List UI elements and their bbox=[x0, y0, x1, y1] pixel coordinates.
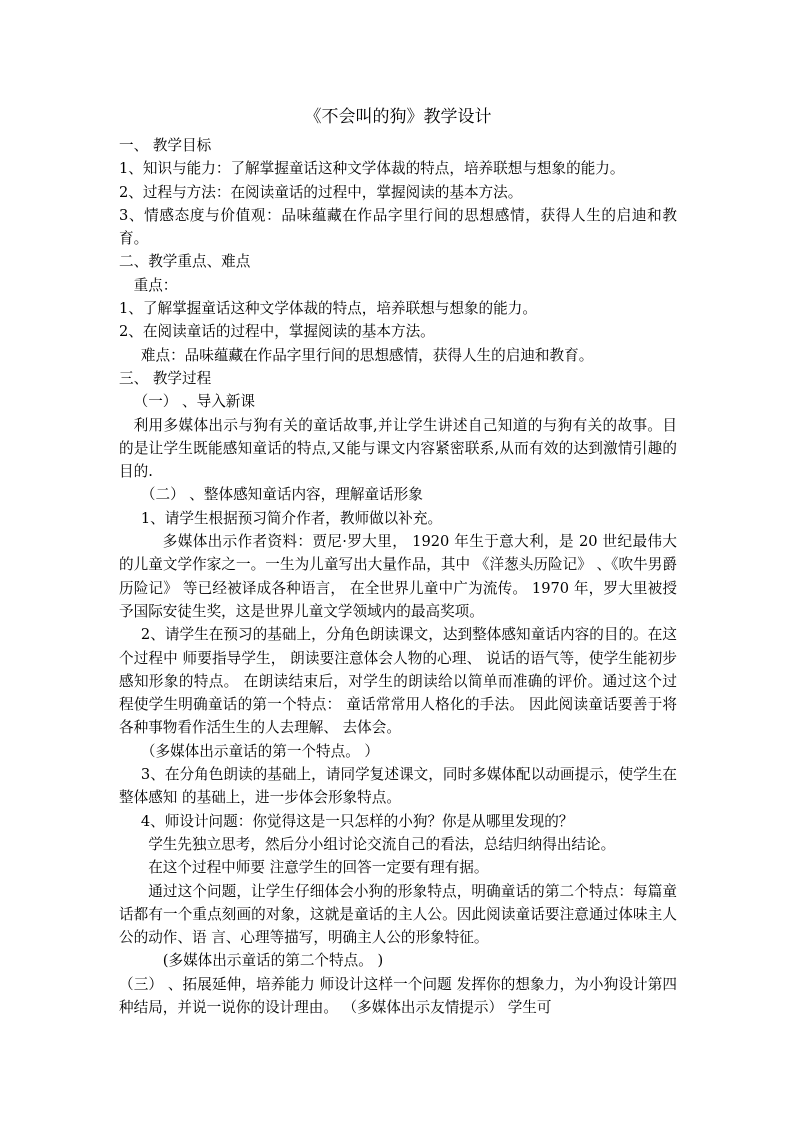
step-4-teacher-note: 在这个过程中师要 注意学生的回答一定要有理有据。 bbox=[148, 859, 489, 877]
section-perception-heading: （二） 、整体感知童话内容，理解童话形象 bbox=[140, 486, 423, 504]
note-second-feature: (多媒体出示童话的第二个特点。 ) bbox=[162, 952, 384, 970]
note-first-feature: （多媒体出示童话的第一个特点。 ） bbox=[140, 742, 380, 760]
step-1: 1、请学生根据预习简介作者，教师做以补充。 bbox=[140, 509, 443, 527]
key-point-1: 1、了解掌握童话这种文学体裁的特点，培养联想与想象的能力。 bbox=[119, 300, 537, 318]
heading-teaching-goals: 一、 教学目标 bbox=[119, 137, 212, 154]
step-3: 3、在分角色朗读的基础上，请同学复述课文，同时多媒体配以动画提示，使学生在整体感知 的基础上，进一步体会形象特点。 bbox=[119, 766, 677, 807]
author-info: 多媒体出示作者资料：贾尼·罗大里， 1920 年生于意大利，是 20 世纪最伟大的儿童文学作家之一。一生为儿童写出大量作品，其中 《洋葱头历险记》 、《吹牛男爵历险记》 等已经被译成各种语言， 在全世界儿童中广为流传。 1970 年，罗大里被授予国际安徒生奖，这是世界儿童文学领域内的最高奖项。 bbox=[119, 533, 677, 620]
heading-key-points: 二、教学重点、难点 bbox=[119, 253, 251, 271]
goal-knowledge: 1、知识与能力：了解掌握童话这种文学体裁的特点，培养联想与想象的能力。 bbox=[119, 160, 625, 178]
section-intro-heading: （一） 、导入新课 bbox=[133, 393, 255, 411]
step-2: 2、请学生在预习的基础上，分角色朗读课文，达到整体感知童话内容的目的。在这个过程中 师要指导学生， 朗读要注意体会人物的心理、 说话的语气等，使学生能初步感知形象的特点。 在朗读结束后，对学生的朗读给以简单而准确的评价。通过这个过程使学生明确童话的第一个特点： 童话常常用人格化的手法。 因此阅读童话要善于将各种事物看作活生生的人去理解、 去体会。 bbox=[119, 626, 677, 737]
key-point-2: 2、在阅读童话的过程中，掌握阅读的基本方法。 bbox=[119, 323, 435, 341]
difficult-point: 难点：品味蕴藏在作品字里行间的思想感情，获得人生的启迪和教育。 bbox=[140, 346, 594, 364]
section-intro-body: 利用多媒体出示与狗有关的童话故事,并让学生讲述自己知道的与狗有关的故事。目的是让学生既能感知童话的特点,又能与课文内容紧密联系,从而有效的达到激情引趣的目的. bbox=[119, 416, 677, 481]
goal-emotion: 3、情感态度与价值观：品味蕴藏在作品字里行间的思想感情，获得人生的启迪和教育。 bbox=[119, 206, 677, 248]
goal-process: 2、过程与方法：在阅读童话的过程中，掌握阅读的基本方法。 bbox=[119, 183, 523, 201]
document-page bbox=[119, 104, 677, 1019]
second-feature-body: 通过这个问题，让学生仔细体会小狗的形象特点，明确童话的第二个特点：每篇童话都有一个重点刻画的对象，这就是童话的主人公。因此阅读童话要注意通过体味主人公的动作、语 言、心理等描写，明确主人公的形象特征。 bbox=[119, 882, 677, 947]
heading-teaching-process: 三、 教学过程 bbox=[119, 369, 212, 387]
document-title: 《不会叫的狗》教学设计 bbox=[304, 107, 492, 127]
key-points-label: 重点： bbox=[133, 276, 178, 294]
step-4-discussion: 学生先独立思考，然后分小组讨论交流自己的看法，总结归纳得出结论。 bbox=[148, 835, 616, 853]
section-extension: （三） 、拓展延伸，培养能力 师设计这样一个问题 发挥你的想象力，为小狗设计第四种结局，并说一说你的设计理由。 （多媒体出示友情提示） 学生可 bbox=[119, 975, 677, 1016]
step-4: 4、师设计问题：你觉得这是一只怎样的小狗？你是从哪里发现的？ bbox=[140, 812, 574, 830]
